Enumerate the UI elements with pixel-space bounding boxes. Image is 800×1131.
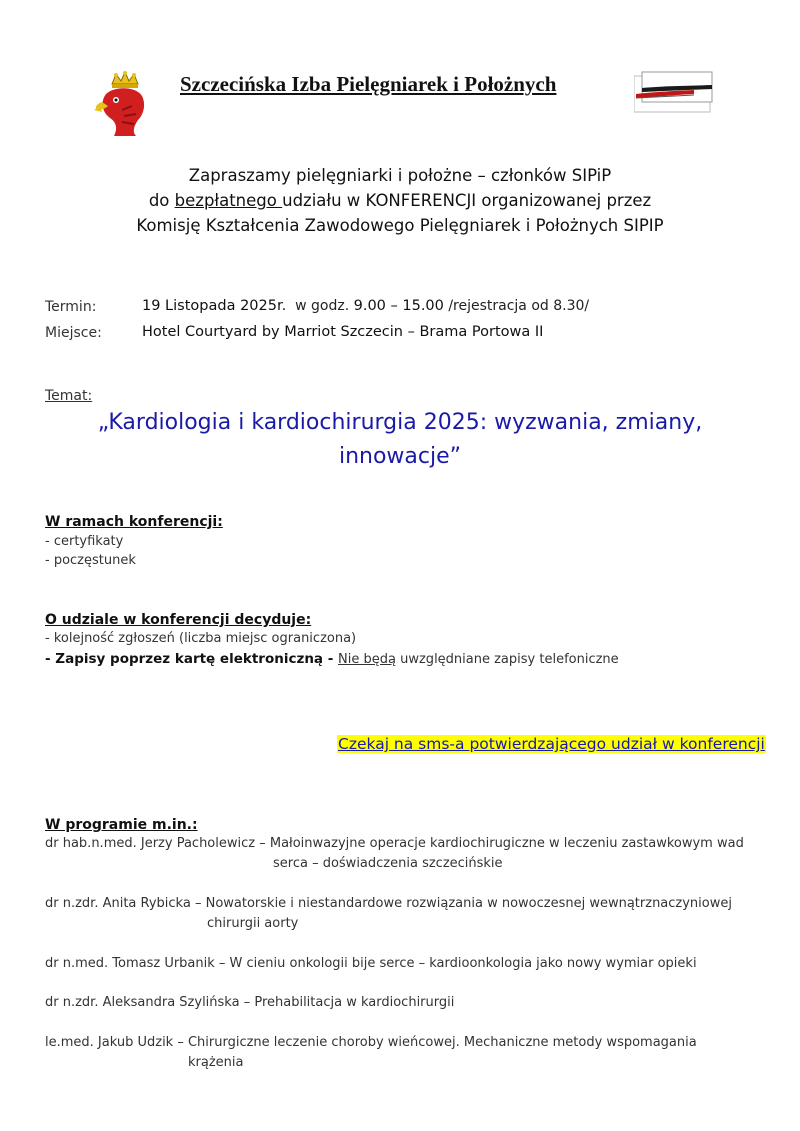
participation-item-order: - kolejność zgłoszeń (liczba miejsc ograniczona)	[45, 631, 357, 646]
program-talk-1: dr hab.n.med. Jerzy Pacholewicz – Małoinwazyjne operacje kardiochirugiczne w leczeniu zastawkowym wad	[45, 836, 744, 851]
miejsce-value	[142, 324, 543, 340]
registration-method: - Zapisy poprzez kartę elektroniczną -	[45, 651, 339, 667]
termin-label: Termin:	[45, 299, 97, 315]
termin-registration: /rejestracja od 8.30/	[443, 298, 590, 314]
invitation-free-text: bezpłatnego	[174, 191, 283, 210]
program-talk-2: dr n.zdr. Anita Rybicka – Nowatorskie i niestandardowe rozwiązania w nowoczesnej wewnątrznaczyniowej	[45, 896, 732, 911]
termin-value	[142, 298, 589, 314]
program-talk-3: dr n.med. Tomasz Urbanik – W cieniu onkologii bije serce – kardioonkologia jako nowy wymiar opieki	[45, 956, 697, 971]
invitation-line-2-post: udziału w KONFERENCJI organizowanej przez	[282, 191, 652, 210]
list-item: - certyfikaty	[45, 534, 124, 549]
org-title: Szczecińska Izba Pielęgniarek i Położnych	[180, 72, 557, 96]
miejsce-label: Miejsce:	[45, 325, 102, 341]
program-talk-1-cont: serca – doświadczenia szczecińskie	[273, 856, 503, 871]
sms-notice: Czekaj na sms-a potwierdzającego udział w konferencji	[338, 735, 765, 753]
topic-title-line-2: innowacje”	[338, 444, 462, 469]
registration-not-text: Nie będą	[338, 652, 396, 667]
invitation-line-2	[0, 191, 800, 210]
termin-date: 19 Listopada 2025r.	[142, 298, 287, 314]
topic-label: Temat:	[45, 388, 93, 404]
registration-rest: uwzględniane zapisy telefoniczne	[395, 652, 619, 667]
list-item: - poczęstunek	[45, 553, 136, 568]
venue: Hotel Courtyard by Marriot Szczecin – Brama Portowa II	[142, 324, 544, 340]
program-talk-5: le.med. Jakub Udzik – Chirurgiczne leczenie choroby wieńcowej. Mechaniczne metody wspomagania	[45, 1035, 697, 1050]
participation-heading: O udziale w konferencji decyduje:	[45, 612, 312, 628]
program-talk-2-cont: chirurgii aorty	[207, 916, 299, 931]
invitation-line-3: Komisję Kształcenia Zawodowego Pielęgniarek i Położnych SIPIP	[136, 216, 664, 235]
invitation-line-1: Zapraszamy pielęgniarki i położne – członków SIPiP	[188, 166, 612, 185]
termin-hours: 9.00 – 15.00	[353, 298, 444, 314]
stripes-flag-icon	[634, 70, 716, 116]
program-talk-5-cont: krążenia	[188, 1055, 244, 1070]
invitation-line-2-pre: do	[148, 191, 175, 210]
griffin-crest-icon	[92, 70, 158, 136]
participation-item-registration	[45, 651, 619, 667]
program-talk-4: dr n.zdr. Aleksandra Szylińska – Prehabilitacja w kardiochirurgii	[45, 995, 455, 1010]
topic-title-line-1: „Kardiologia i kardiochirurgia 2025: wyzwania, zmiany,	[97, 410, 703, 435]
program-heading: W programie m.in.:	[45, 817, 198, 833]
termin-hours-pre: w godz.	[286, 298, 354, 314]
benefits-heading: W ramach konferencji:	[45, 514, 223, 530]
